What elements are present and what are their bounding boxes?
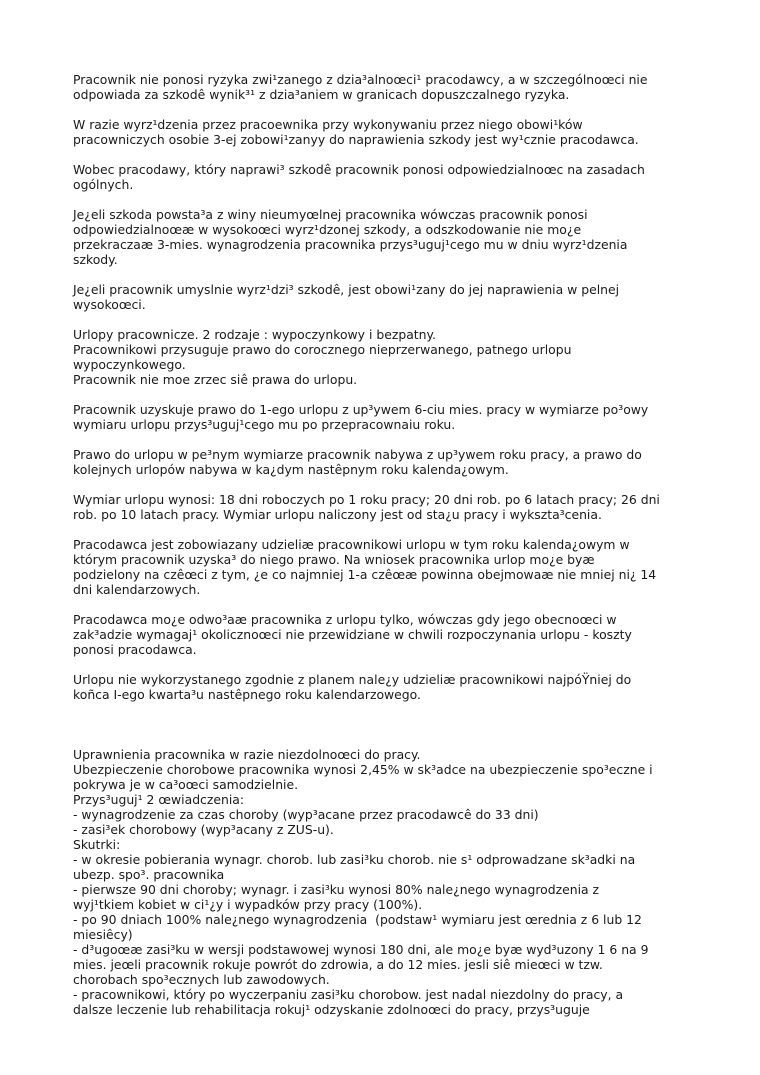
- text-line: ponosi pracodawca.: [73, 642, 197, 657]
- paragraph: [73, 162, 693, 192]
- text-line: dni kalendarzowych.: [73, 582, 201, 597]
- text-line: Urlopy pracownicze. 2 rodzaje : wypoczynkowy i bezpatny.: [73, 327, 436, 342]
- text-line: Urlopu nie wykorzystanego zgodnie z planem nale¿y udzieliæ pracownikowi najpóŸniej do: [73, 672, 632, 687]
- text-line: Skutrki:: [73, 837, 121, 852]
- text-line: Je¿eli pracownik umyslnie wyrz¹dzi³ szkodê, jest obowi¹zany do jej naprawienia w pelnej: [73, 282, 620, 297]
- text-line: Pracodawca mo¿e odwo³aæ pracownika z urlopu tylko, wówczas gdy jego obecnoœci w: [73, 612, 617, 627]
- text-line: - zasi³ek chorobowy (wyp³acany z ZUS-u).: [73, 822, 334, 837]
- text-line: - po 90 dniach 100% nale¿nego wynagrodzenia (podstaw¹ wymiaru jest œrednia z 6 lub 12: [73, 912, 642, 927]
- text-line: Wymiar urlopu wynosi: 18 dni roboczych po 1 roku pracy; 20 dni rob. po 6 latach pracy; 26 dni: [73, 492, 660, 507]
- text-line: - wynagrodzenie za czas choroby (wyp³acane przez pracodawcê do 33 dni): [73, 807, 539, 822]
- paragraph: [73, 492, 693, 522]
- text-line: Prawo do urlopu w pe³nym wymiarze pracownik nabywa z up³ywem roku pracy, a prawo do: [73, 447, 642, 462]
- text-line: ubezp. spo³. pracownika: [73, 867, 225, 882]
- paragraph: [73, 402, 693, 432]
- paragraph: [73, 327, 693, 387]
- text-line: Je¿eli szkoda powsta³a z winy nieumyœlnej pracownika wówczas pracownik ponosi: [73, 207, 588, 222]
- text-line: Ubezpieczenie chorobowe pracownika wynosi 2,45% w sk³adce na ubezpieczenie spo³eczne i: [73, 762, 653, 777]
- sickness-benefits-section: [73, 747, 693, 1017]
- text-line: miesiêcy): [73, 927, 133, 942]
- text-line: którym pracownik uzyska³ do niego prawo. Na wniosek pracownika urlop mo¿e byæ: [73, 552, 595, 567]
- paragraph-list: [73, 72, 693, 702]
- text-line: kolejnych urlopów nabywa w ka¿dym nastêpnym roku kalenda¿owym.: [73, 462, 509, 477]
- text-line: chorobach spo³ecznych lub zawodowych.: [73, 972, 330, 987]
- text-line: pokrywa je w ca³oœci samodzielnie.: [73, 777, 299, 792]
- text-line: Wobec pracodawy, który naprawi³ szkodê pracownik ponosi odpowiedzialnoœc na zasadach: [73, 162, 645, 177]
- text-line: przekraczaæ 3-mies. wynagrodzenia pracownika przys³uguj¹cego mu w dniu wyrz¹dzenia: [73, 237, 628, 252]
- text-line: wypoczynkowego.: [73, 357, 186, 372]
- text-line: ogólnych.: [73, 177, 134, 192]
- text-line: szkody.: [73, 252, 118, 267]
- text-line: pracowniczych osobie 3-ej zobowi¹zanyy do naprawienia szkody jest wy¹cznie pracodawca.: [73, 132, 639, 147]
- paragraph: [73, 117, 693, 147]
- paragraph: [73, 282, 693, 312]
- text-line: podzielony na czêœci z tym, ¿e co najmniej 1-a czêœæ powinna obejmowaæ nie mniej ni¿ 14: [73, 567, 657, 582]
- text-line: rob. po 10 latach pracy. Wymiar urlopu naliczony jest od sta¿u pracy i wyksztа³cenia.: [73, 507, 602, 522]
- text-line: Pracownik nie moe zrzec siê prawa do urlopu.: [73, 372, 358, 387]
- section-spacer: [73, 717, 693, 747]
- text-line: - w okresie pobierania wynagr. chorob. lub zasi³ku chorob. nie s¹ odprowadzane sk³adki na: [73, 852, 636, 867]
- text-line: - d³ugoœæ zasi³ku w wersji podstawowej wynosi 180 dni, ale mo¿e byæ wyd³uzony 1 6 na 9: [73, 942, 649, 957]
- text-line: - pracownikowi, który po wyczerpaniu zasi³ku chorobow. jest nadal niezdolny do pracy, a: [73, 987, 624, 1002]
- text-line: wysokoœci.: [73, 297, 146, 312]
- text-line: odpowiedzialnoœæ w wysokoœci wyrz¹dzonej szkody, a odszkodowanie nie mo¿e: [73, 222, 582, 237]
- text-line: wymiaru urlopu przys³uguj¹cego mu po przepracownaiu roku.: [73, 417, 456, 432]
- paragraph: [73, 537, 693, 597]
- paragraph: [73, 207, 693, 267]
- document-page: [73, 72, 693, 1017]
- paragraph: [73, 612, 693, 657]
- text-line: zak³adzie wymagaj¹ okolicznoœci nie przewidziane w chwili rozpoczynania urlopu - koszty: [73, 627, 632, 642]
- text-line: Uprawnienia pracownika w razie niezdolnoœci do pracy.: [73, 747, 421, 762]
- paragraph: [73, 672, 693, 702]
- text-line: dalsze leczenie lub rehabilitacja rokuj¹ odzyskanie zdolnoœci do pracy, przys³uguje: [73, 1002, 590, 1017]
- text-line: Pracodawca jest zobowiazany udzieliæ pracownikowi urlopu w tym roku kalenda¿owym w: [73, 537, 630, 552]
- text-line: mies. jeœli pracownik rokuje powrót do zdrowia, a do 12 mies. jesli siê mieœci w tzw.: [73, 957, 603, 972]
- paragraph: [73, 72, 693, 102]
- text-line: odpowiada za szkodê wynik³¹ z dzia³aniem w granicach dopuszczalnego ryzyka.: [73, 87, 570, 102]
- text-line: wyj¹tkiem kobiet w ci¹¿y i wypadków przy pracy (100%).: [73, 897, 423, 912]
- text-line: Pracownik uzyskuje prawo do 1-ego urlopu z up³ywem 6-ciu mies. pracy w wymiarze po³owy: [73, 402, 649, 417]
- text-line: Pracownik nie ponosi ryzyka zwi¹zanego z dzia³alnoœci¹ pracodawcy, a w szczególnoœci nie: [73, 72, 648, 87]
- text-line: - pierwsze 90 dni choroby; wynagr. i zasi³ku wynosi 80% nale¿nego wynagrodzenia z: [73, 882, 600, 897]
- text-line: Pracownikowi przysuguje prawo do corocznego nieprzerwanego, patnego urlopu: [73, 342, 572, 357]
- text-line: W razie wyrz¹dzenia przez pracoewnika przy wykonywaniu przez niego obowi¹ków: [73, 117, 583, 132]
- text-line: koñca I-ego kwarta³u nastêpnego roku kalendarzowego.: [73, 687, 421, 702]
- text-line: Przys³uguj¹ 2 œwiadczenia:: [73, 792, 245, 807]
- paragraph: [73, 447, 693, 477]
